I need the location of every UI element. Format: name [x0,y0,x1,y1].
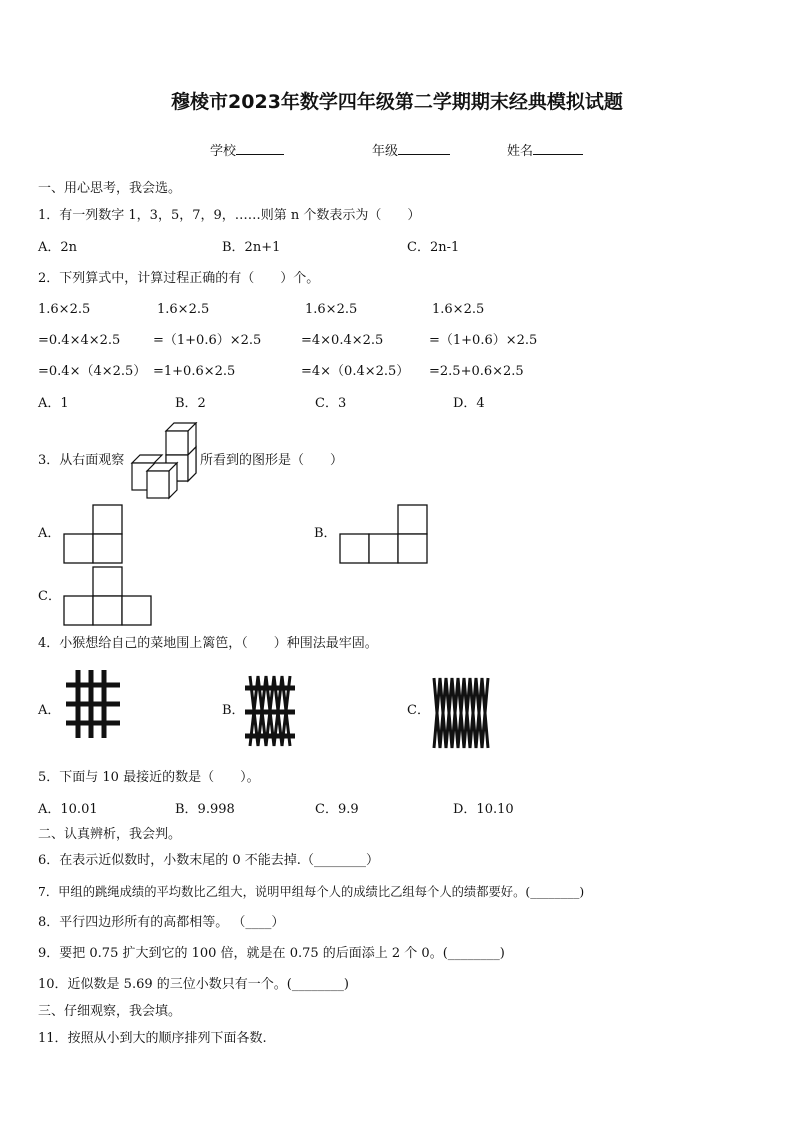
q5-option-d[interactable]: D．10.10 [453,802,514,817]
q2-calc-1-line-3: =0.4×（4×2.5） [38,364,147,379]
q2-calc-3-line-1: 1.6×2.5 [305,302,358,317]
q4-stem: 4．小猴想给自己的菜地围上篱笆，（ ）种围法最牢固。 [38,636,378,651]
q3-option-a-figure [63,504,125,566]
q2-calc-2-line-2: =（1+0.6）×2.5 [153,333,262,348]
q2-calc-3-line-2: =4×0.4×2.5 [301,333,384,348]
q3-option-c-figure [63,566,154,628]
grade-blank[interactable] [398,142,450,155]
fence-diamond-image [244,672,296,752]
q3-stem-before: 3．从右面观察 [38,453,125,468]
q2-stem: 2．下列算式中，计算过程正确的有（ ）个。 [38,271,320,286]
q3-option-b[interactable]: B． [314,526,337,541]
grade-field [372,142,450,160]
fence-zigzag-image [432,674,492,752]
q4-option-a[interactable]: A． [38,703,61,718]
q4-option-c[interactable]: C． [407,703,430,718]
cube-figure-image [128,422,200,500]
q5-stem: 5．下面与 10 最接近的数是（ ）。 [38,770,260,785]
q7-statement: 7．甲组的跳绳成绩的平均数比乙组大，说明甲组每个人的成绩比乙组每个人的绩都要好。(________) [38,885,585,899]
q9-statement: 9．要把 0.75 扩大到它的 100 倍，就是在 0.75 的后面添上 2 个 0。(________) [38,946,505,961]
school-blank[interactable] [236,142,284,155]
q1-option-b[interactable]: B．2n+1 [222,240,281,255]
q1-option-c[interactable]: C．2n-1 [407,240,460,255]
q2-option-a[interactable]: A．1 [38,396,69,411]
q2-calc-2-line-1: 1.6×2.5 [157,302,210,317]
q3-option-a[interactable]: A． [38,526,61,541]
name-blank[interactable] [533,142,583,155]
q3-option-c[interactable]: C． [38,589,61,604]
q11-stem: 11．按照从小到大的顺序排列下面各数. [38,1031,267,1046]
q3-option-b-figure [339,504,430,566]
q2-option-b[interactable]: B．2 [175,396,206,411]
section-1-heading: 一、用心思考，我会选。 [38,181,182,196]
q5-option-c[interactable]: C．9.9 [315,802,359,817]
grade-label: 年级 [372,144,399,159]
section-2-heading: 二、认真辨析，我会判。 [38,827,182,842]
q5-option-a[interactable]: A．10.01 [38,802,98,817]
q10-statement: 10．近似数是 5.69 的三位小数只有一个。(________) [38,977,349,992]
q1-option-a[interactable]: A．2n [38,240,78,255]
fence-grid-image [64,668,122,740]
page-title: 穆棱市2023年数学四年级第二学期期末经典模拟试题 [171,91,623,113]
school-field [210,142,284,160]
q8-statement: 8．平行四边形所有的高都相等。 （____） [38,915,285,930]
q2-calc-2-line-3: =1+0.6×2.5 [153,364,236,379]
q2-option-d[interactable]: D．4 [453,396,485,411]
name-field [507,142,583,160]
q6-statement: 6．在表示近似数时，小数末尾的 0 不能去掉.（________） [38,853,379,868]
q5-option-b[interactable]: B．9.998 [175,802,235,817]
q2-calc-1-line-2: =0.4×4×2.5 [38,333,121,348]
q1-stem: 1．有一列数字 1，3，5，7，9，……则第 n 个数表示为（ ） [38,208,421,223]
q2-calc-4-line-2: =（1+0.6）×2.5 [429,333,538,348]
q3-stem-after: 所看到的图形是（ ） [200,453,344,468]
q2-calc-4-line-1: 1.6×2.5 [432,302,485,317]
name-label: 姓名 [507,144,534,159]
section-3-heading: 三、仔细观察，我会填。 [38,1004,182,1019]
q2-calc-4-line-3: =2.5+0.6×2.5 [429,364,524,379]
q4-option-b[interactable]: B． [222,703,245,718]
school-label: 学校 [210,144,237,159]
q2-calc-3-line-3: =4×（0.4×2.5） [301,364,410,379]
q2-option-c[interactable]: C．3 [315,396,347,411]
q2-calc-1-line-1: 1.6×2.5 [38,302,91,317]
